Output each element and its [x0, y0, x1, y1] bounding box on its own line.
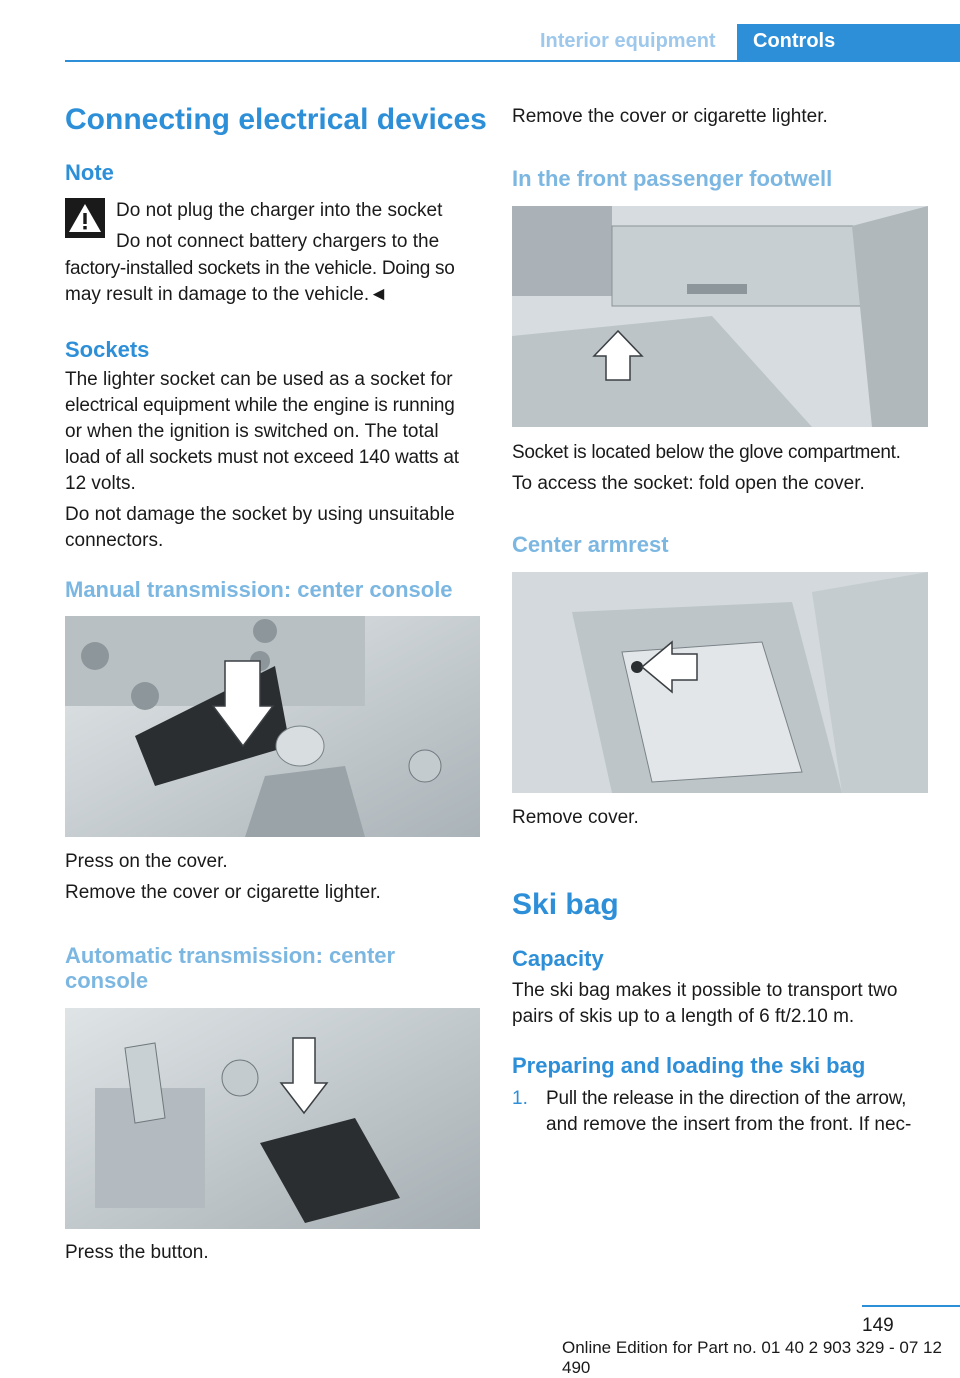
header-rule — [65, 60, 960, 62]
sockets-text-2: electrical equipment while the engine is running — [65, 395, 455, 416]
armrest-image — [512, 572, 928, 793]
footwell-caption-1: Socket is located below the glove compartment. — [512, 442, 901, 463]
manual-caption-2: Remove the cover or cigarette lighter. — [65, 882, 381, 903]
page-number: 149 — [862, 1315, 894, 1336]
sockets-text-5: 12 volts. — [65, 473, 136, 494]
warning-line-2: Do not connect battery chargers to the — [116, 231, 440, 252]
sockets-heading: Sockets — [65, 337, 150, 362]
auto-transmission-heading-1: Automatic transmission: center — [65, 943, 396, 968]
step-text-1: Pull the release in the direction of the arrow, — [546, 1088, 907, 1109]
page-title: Connecting electrical devices — [65, 103, 487, 136]
preparing-heading: Preparing and loading the ski bag — [512, 1053, 866, 1078]
header-section-label: Interior equipment — [540, 30, 716, 52]
armrest-caption: Remove cover. — [512, 807, 639, 828]
footwell-image — [512, 206, 928, 427]
warning-line-4: may result in damage to the vehicle.◄ — [65, 284, 388, 305]
armrest-heading: Center armrest — [512, 532, 669, 557]
manual-console-image — [65, 616, 480, 837]
edition-text: Online Edition for Part no. 01 40 2 903 329 - 07 12 490 — [562, 1338, 942, 1377]
capacity-text-2: pairs of skis up to a length of 6 ft/2.10 m. — [512, 1006, 855, 1027]
auto-console-image — [65, 1008, 480, 1229]
ski-bag-title: Ski bag — [512, 888, 619, 921]
capacity-text-1: The ski bag makes it possible to transport two — [512, 980, 898, 1001]
sockets-text-3: or when the ignition is switched on. The total — [65, 421, 439, 442]
auto-transmission-heading-2: console — [65, 968, 149, 993]
step-number: 1. — [512, 1088, 528, 1109]
header-tab-label: Controls — [753, 30, 836, 52]
warning-icon — [65, 198, 105, 238]
warning-line-3: factory-installed sockets in the vehicle. Doing so — [65, 258, 455, 279]
manual-transmission-heading: Manual transmission: center console — [65, 577, 453, 602]
sockets-text-7: connectors. — [65, 530, 164, 551]
step-text-2: and remove the insert from the front. If nec- — [546, 1114, 912, 1135]
right-top-text: Remove the cover or cigarette lighter. — [512, 106, 828, 127]
footwell-heading: In the front passenger footwell — [512, 166, 833, 191]
footwell-caption-2: To access the socket: fold open the cover. — [512, 473, 865, 494]
warning-line-1: Do not plug the charger into the socket — [116, 200, 443, 221]
auto-caption: Press the button. — [65, 1242, 209, 1263]
manual-caption-1: Press on the cover. — [65, 851, 228, 872]
sockets-text-6: Do not damage the socket by using unsuitable — [65, 504, 455, 525]
sockets-text-1: The lighter socket can be used as a socket for — [65, 369, 453, 390]
capacity-heading: Capacity — [512, 946, 604, 971]
footer-rule — [862, 1305, 960, 1307]
header-tab-controls[interactable] — [737, 24, 960, 62]
note-heading: Note — [65, 160, 114, 185]
sockets-text-4: load of all sockets must not exceed 140 watts at — [65, 447, 459, 468]
